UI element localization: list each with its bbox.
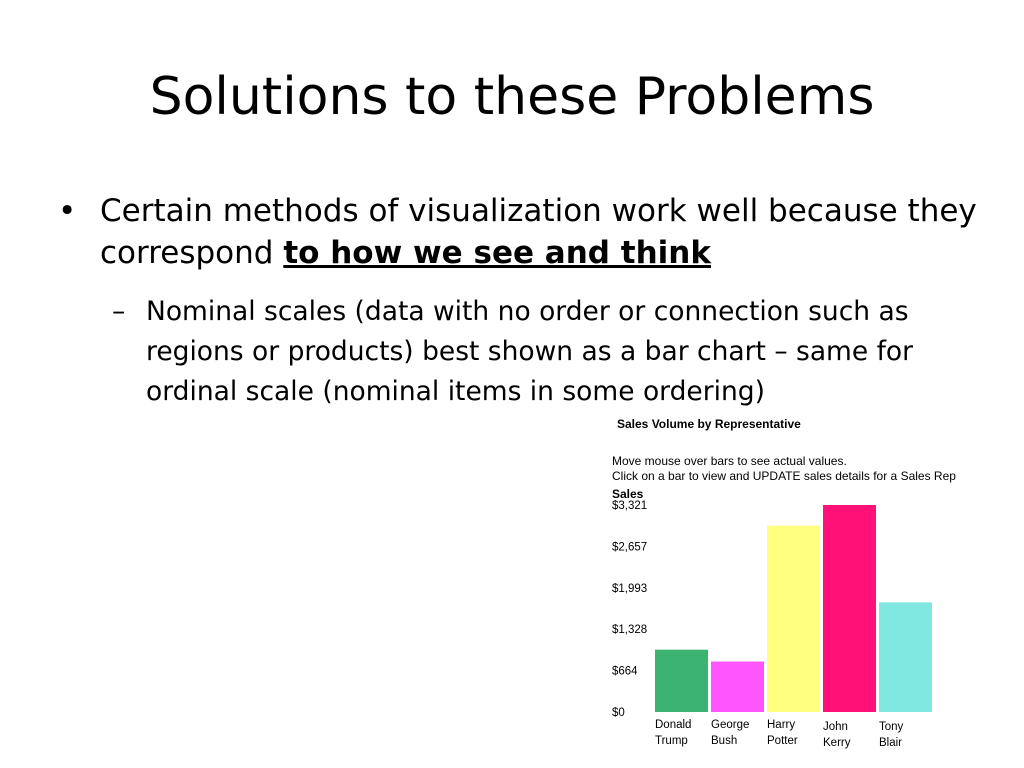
x-tick-label: George Bush <box>711 719 750 747</box>
x-tick-label: Tony Blair <box>879 721 904 749</box>
bar-george-bush[interactable] <box>711 662 764 712</box>
chart-instruction-hover: Move mouse over bars to see actual values. <box>612 454 847 468</box>
y-tick-label: $1,328 <box>612 624 648 637</box>
bar-harry-potter[interactable] <box>767 526 820 712</box>
bullet-level-1 <box>58 190 980 274</box>
bullet-2-text: Nominal scales (data with no order or connection such as regions or products) best shown as a bar chart – same for ordinal scale (nominal items in some ordering) <box>146 296 914 407</box>
bullet-marker: • <box>58 193 77 229</box>
bar-tony-blair[interactable] <box>879 602 932 712</box>
y-tick-label: $3,321 <box>612 500 648 512</box>
sales-chart-widget <box>612 413 1024 768</box>
bullet-1-text: Certain methods of visualization work well because they correspond <box>100 193 977 271</box>
y-tick-label: $664 <box>612 665 638 678</box>
bar-donald-trump[interactable] <box>655 650 708 712</box>
slide-title: Solutions to these Problems <box>149 67 875 127</box>
bullet-level-2 <box>112 292 976 412</box>
x-tick-label: John Kerry <box>823 721 851 749</box>
bullet-1-emphasis: to how we see and think <box>283 235 711 271</box>
x-tick-label: Donald Trump <box>655 719 692 747</box>
x-tick-label: Harry Potter <box>767 719 798 747</box>
sub-bullet-marker: – <box>112 296 126 327</box>
y-tick-label: $0 <box>612 707 625 719</box>
y-tick-label: $2,657 <box>612 541 648 554</box>
y-tick-label: $1,993 <box>612 582 648 595</box>
chart-title: Sales Volume by Representative <box>617 417 801 431</box>
bar-chart <box>612 413 1024 768</box>
bar-john-kerry[interactable] <box>823 505 876 712</box>
chart-instruction-click: Click on a bar to view and UPDATE sales details for a Sales Rep <box>612 469 956 483</box>
y-axis-label: Sales <box>612 487 644 501</box>
